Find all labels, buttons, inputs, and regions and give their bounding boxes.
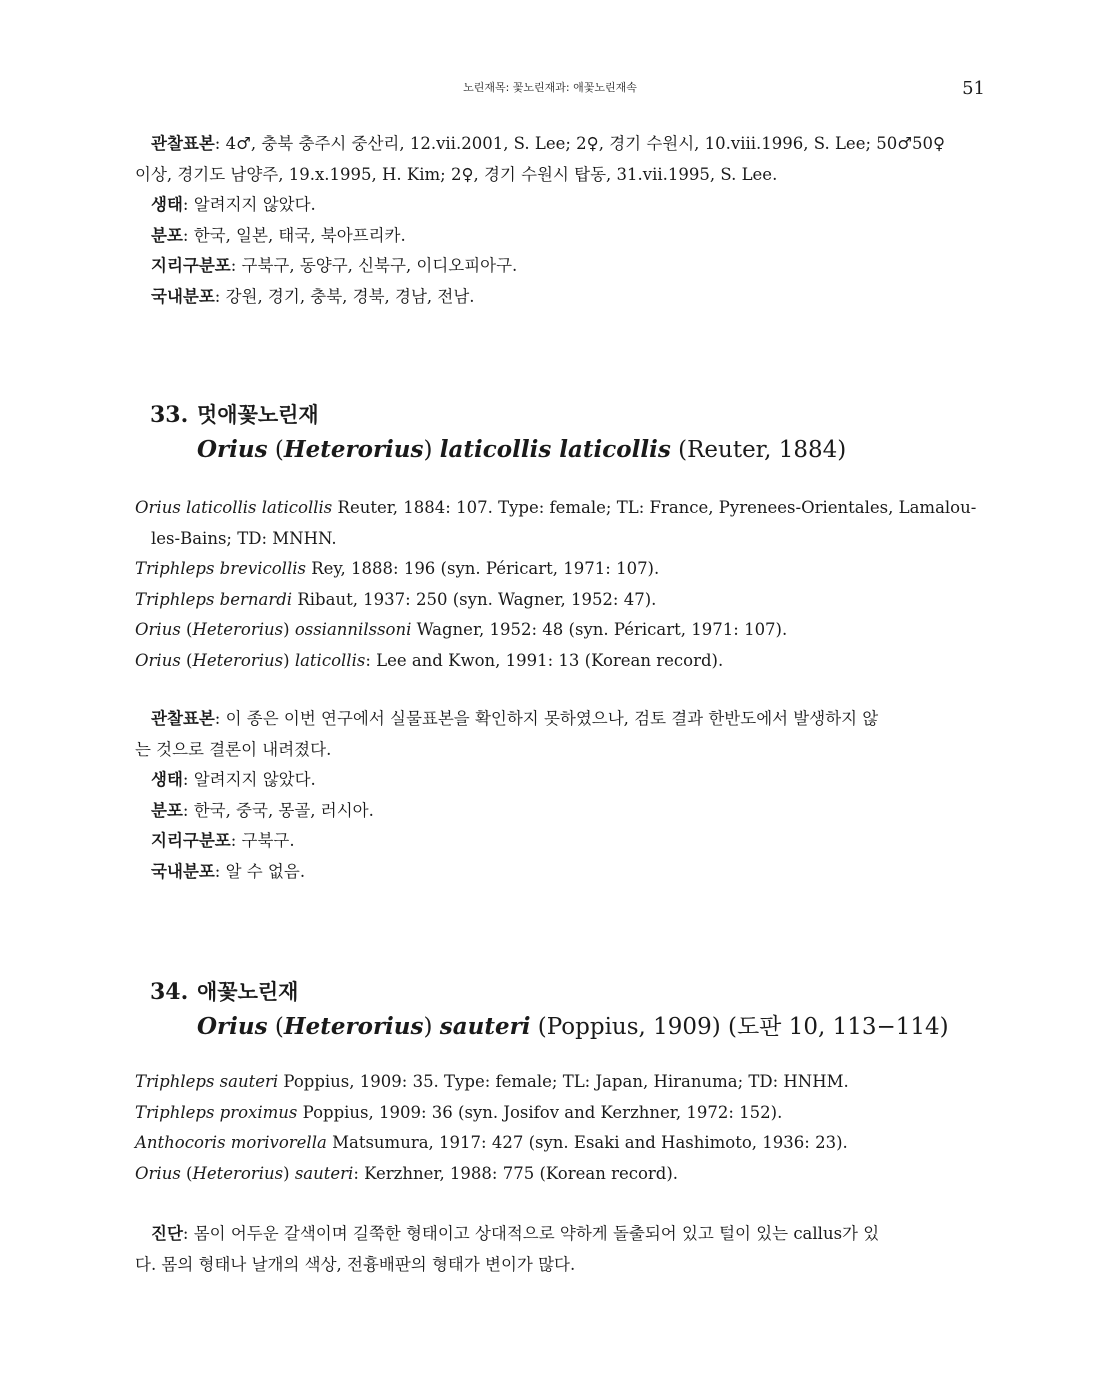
distribution-text: : 한국, 중국, 몽골, 러시아. (182, 800, 374, 820)
page-number: 51 (962, 78, 985, 99)
specimens-paragraph (135, 704, 985, 735)
synonym-entry: Orius (Heterorius) sauteri: Kerzhner, 1988: 775 (Korean record). (135, 1163, 679, 1183)
specimens-label: 관찰표본 (151, 709, 215, 728)
diagnosis-label: 진단 (151, 1224, 183, 1243)
geo-distribution-label: 지리구분포 (151, 831, 231, 850)
synonym-entry: Triphleps sauteri Poppius, 1909: 35. Type: female; TL: Japan, Hiranuma; TD: HNHM. (135, 1072, 849, 1091)
geo-distribution-text: : 구북구. (230, 831, 295, 850)
geo-distribution-label: 지리구분포 (151, 256, 231, 275)
geo-distribution-text: : 구북구, 동양구, 신북구, 이디오피아구. (230, 256, 518, 275)
species-33-synonymy (135, 493, 985, 676)
specimens-text: : 이 종은 이번 연구에서 실물표본을 확인하지 못하였으나, 검토 결과 한반도에서 발생하지 않 (214, 709, 879, 728)
species-34-heading (150, 975, 980, 1044)
species-34-korean-name: 애꽃노린재 (197, 980, 299, 1004)
domestic-distribution-line (135, 282, 985, 313)
synonym-entry: Triphleps bernardi Ribaut, 1937: 250 (syn. Wagner, 1952: 47). (135, 589, 657, 609)
specimens-text-cont: 는 것으로 결론이 내려졌다. (135, 739, 332, 759)
distribution-line (135, 796, 985, 827)
specimens-paragraph (135, 129, 985, 160)
species-34-scientific-name: Orius (Heterorius) sauteri (Poppius, 1909) (도판 10, 113−114) (197, 1013, 949, 1040)
domestic-distribution-label: 국내분포 (151, 286, 215, 306)
diagnosis-text: : 몸이 어두운 갈색이며 길쭉한 형태이고 상대적으로 약하게 돌출되어 있고 털이 있는 callus가 있 (182, 1224, 880, 1243)
geo-distribution-line (135, 826, 985, 857)
synonym-entry: Triphleps brevicollis Rey, 1888: 196 (syn. Péricart, 1971: 107). (135, 559, 660, 578)
ecology-line (135, 765, 985, 796)
ecology-label: 생태 (151, 195, 183, 214)
species-33-number: 33. (150, 402, 189, 428)
synonym-entry: Orius laticollis laticollis Reuter, 1884: 107. Type: female; TL: France, Pyrenees-Orientales, Lamalou- les-Bains; TD: MNHN. (135, 498, 977, 548)
geo-distribution-line (135, 251, 985, 282)
synonym-entry: Triphleps proximus Poppius, 1909: 36 (syn. Josifov and Kerzhner, 1972: 152). (135, 1102, 783, 1122)
species-34-diagnosis (135, 1219, 985, 1280)
ecology-text: : 알려지지 않았다. (182, 770, 316, 789)
ecology-text: : 알려지지 않았다. (182, 195, 316, 214)
distribution-text: : 한국, 일본, 태국, 북아프리카. (182, 225, 406, 245)
species-33-scientific-name: Orius (Heterorius) laticollis laticollis (Reuter, 1884) (197, 436, 847, 463)
specimens-text-cont: 이상, 경기도 남양주, 19.x.1995, H. Kim; 2♀, 경기 수원시 탑동, 31.vii.1995, S. Lee. (135, 164, 778, 184)
ecology-label: 생태 (151, 770, 183, 789)
domestic-distribution-label: 국내분포 (151, 861, 215, 881)
domestic-distribution-line (135, 857, 985, 888)
ecology-line (135, 190, 985, 221)
distribution-line (135, 221, 985, 252)
specimens-text: : 4♂, 충북 충주시 중산리, 12.vii.2001, S. Lee; 2♀, 경기 수원시, 10.viii.1996, S. Lee; 50♂50♀ (214, 134, 946, 153)
synonym-entry: Orius (Heterorius) ossiannilssoni Wagner, 1952: 48 (syn. Péricart, 1971: 107). (135, 620, 788, 639)
diagnosis-text-cont: 다. 몸의 형태나 날개의 색상, 전흉배판의 형태가 변이가 많다. (135, 1254, 576, 1274)
domestic-distribution-text: : 강원, 경기, 충북, 경북, 경남, 전남. (214, 286, 475, 306)
prev-species-section (135, 129, 985, 312)
species-34-number: 34. (150, 979, 189, 1005)
domestic-distribution-text: : 알 수 없음. (214, 861, 306, 881)
synonym-entry: Orius (Heterorius) laticollis: Lee and Kwon, 1991: 13 (Korean record). (135, 650, 724, 670)
species-34-synonymy (135, 1067, 985, 1189)
specimens-label: 관찰표본 (151, 134, 215, 153)
distribution-label: 분포 (151, 225, 183, 245)
species-33-korean-name: 멋애꽃노린재 (197, 403, 319, 427)
diagnosis-paragraph (135, 1219, 985, 1250)
species-33-heading (150, 398, 980, 467)
species-33-details (135, 704, 985, 887)
distribution-label: 분포 (151, 800, 183, 820)
synonym-entry: Anthocoris morivorella Matsumura, 1917: 427 (syn. Esaki and Hashimoto, 1936: 23). (135, 1133, 848, 1152)
running-head: 노린재목: 꽃노린재과: 애꽃노린재속 (463, 81, 637, 94)
